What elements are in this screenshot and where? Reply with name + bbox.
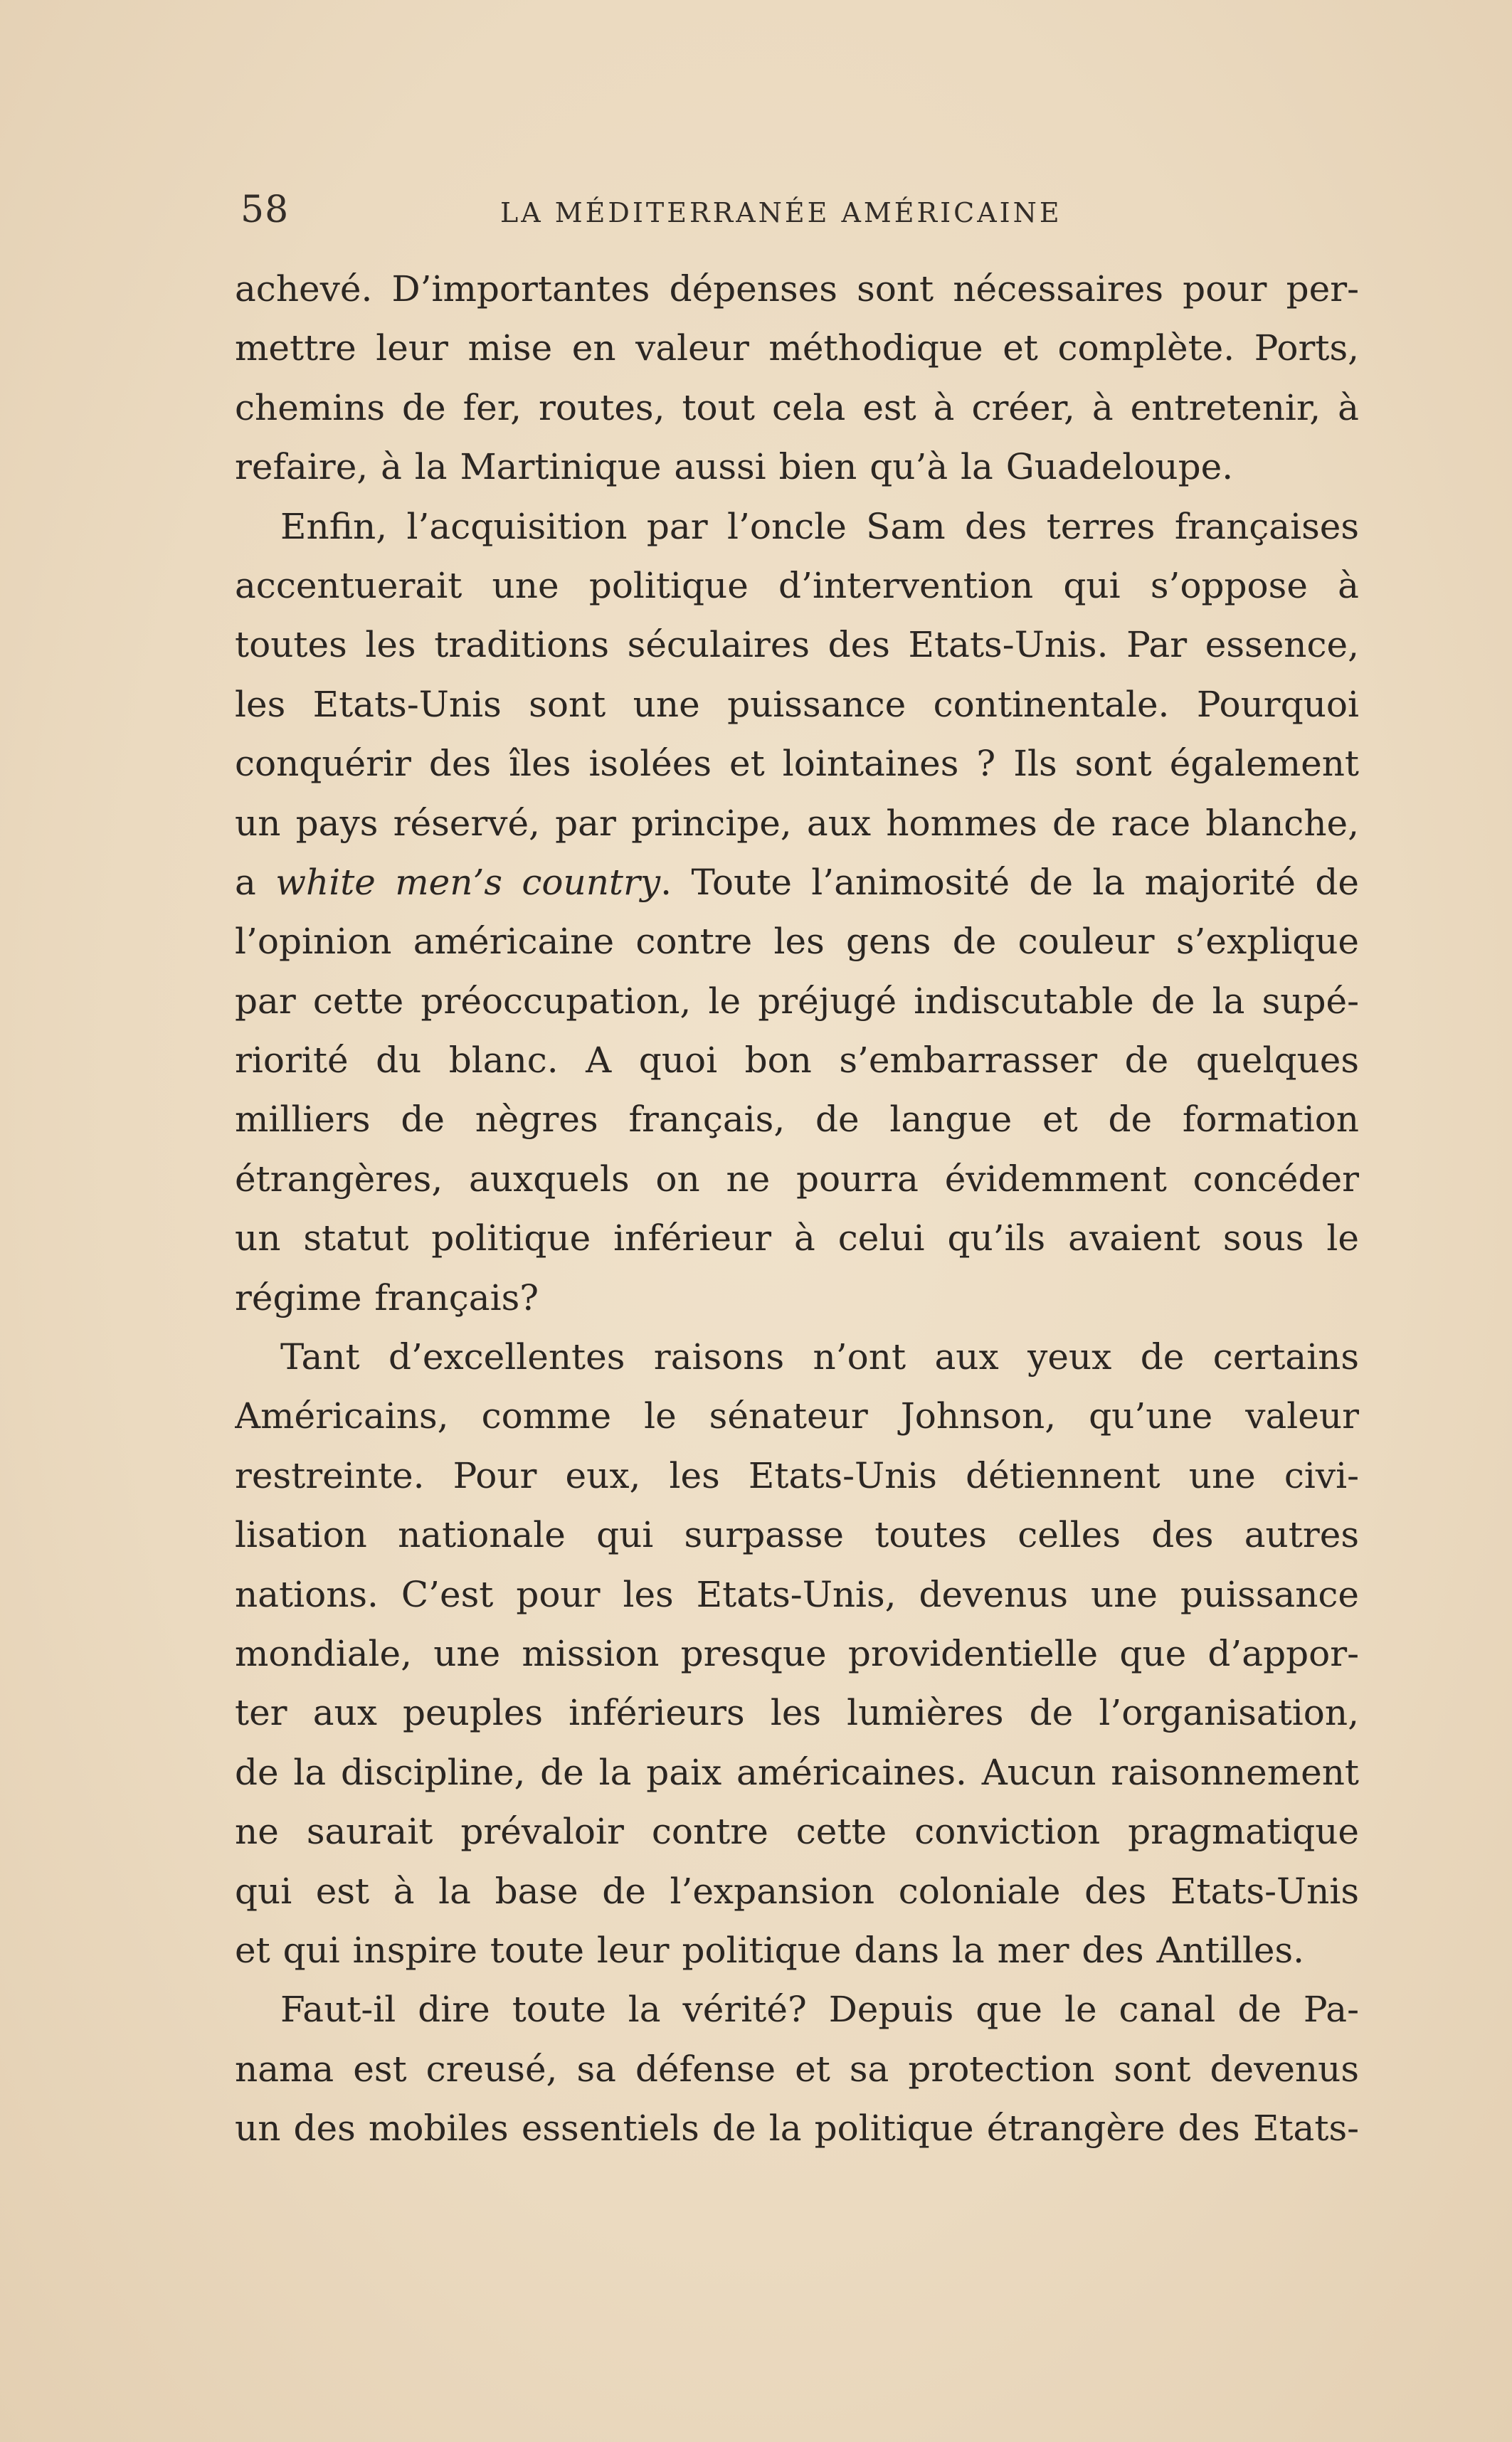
text-line: étrangères, auxquels on ne pourra évidemment concéder: [235, 1158, 1359, 1200]
running-title: LA MÉDITERRANÉE AMÉRICAINE: [500, 197, 1062, 228]
text-line: ne saurait prévaloir contre cette conviction pragmatique: [235, 1811, 1359, 1853]
text-line: accentuerait une politique d’intervention qui s’oppose à: [235, 564, 1359, 606]
text-line: et qui inspire toute leur politique dans la mer des Antilles.: [235, 1929, 1305, 1971]
text-line: toutes les traditions séculaires des Etats-Unis. Par essence,: [235, 624, 1359, 666]
text-line: nama est creusé, sa défense et sa protection sont devenus: [235, 2048, 1359, 2090]
text-line: de la discipline, de la paix américaines. Aucun raisonnement: [235, 1751, 1359, 1793]
text-line: milliers de nègres français, de langue et de formation: [235, 1099, 1359, 1141]
page-header: [240, 189, 1365, 245]
text-line: un des mobiles essentiels de la politique étrangère des Etats-: [235, 2108, 1359, 2150]
text-segment: a: [235, 861, 276, 903]
text-line: un pays réservé, par principe, aux hommes de race blanche,: [235, 802, 1359, 844]
text-line: Enfin, l’acquisition par l’oncle Sam des terres françaises: [280, 505, 1359, 547]
text-line: régime français?: [235, 1276, 539, 1318]
page-number: 58: [240, 189, 290, 231]
text-line: par cette préoccupation, le préjugé indiscutable de la supé-: [235, 980, 1359, 1022]
text-line: Américains, comme le sénateur Johnson, qu’une valeur: [235, 1395, 1359, 1437]
text-line: mettre leur mise en valeur méthodique et complète. Ports,: [235, 327, 1359, 369]
text-line: refaire, à la Martinique aussi bien qu’à la Guadeloupe.: [235, 446, 1234, 488]
text-segment: . Toute l’animosité de la majorité de: [660, 861, 1359, 903]
body-text: [235, 260, 1359, 2159]
text-line: lisation nationale qui surpasse toutes celles des autres: [235, 1514, 1359, 1556]
text-line: nations. C’est pour les Etats-Unis, devenus une puissance: [235, 1573, 1359, 1615]
text-line-with-italic: [235, 853, 1359, 912]
text-line: achevé. D’importantes dépenses sont nécessaires pour per-: [235, 268, 1359, 310]
text-line: mondiale, une mission presque providentielle que d’appor-: [235, 1632, 1359, 1674]
text-line: conquérir des îles isolées et lointaines ? Ils sont également: [235, 743, 1359, 785]
text-line: riorité du blanc. A quoi bon s’embarrasser de quelques: [235, 1040, 1359, 1082]
text-line: chemins de fer, routes, tout cela est à créer, à entretenir, à: [235, 386, 1359, 428]
text-line: restreinte. Pour eux, les Etats-Unis détiennent une civi-: [235, 1454, 1359, 1496]
text-line: un statut politique inférieur à celui qu’ils avaient sous le: [235, 1217, 1359, 1259]
text-line: les Etats-Unis sont une puissance continentale. Pourquoi: [235, 683, 1359, 725]
text-line: l’opinion américaine contre les gens de couleur s’explique: [235, 921, 1359, 963]
italic-phrase: white men’s country: [275, 861, 661, 903]
text-line: Faut-il dire toute la vérité? Depuis que le canal de Pa-: [280, 1989, 1359, 2031]
text-line: ter aux peuples inférieurs les lumières de l’organisation,: [235, 1692, 1359, 1734]
text-line: Tant d’excellentes raisons n’ont aux yeux de certains: [280, 1336, 1359, 1378]
text-line: qui est à la base de l’expansion coloniale des Etats-Unis: [235, 1870, 1359, 1912]
